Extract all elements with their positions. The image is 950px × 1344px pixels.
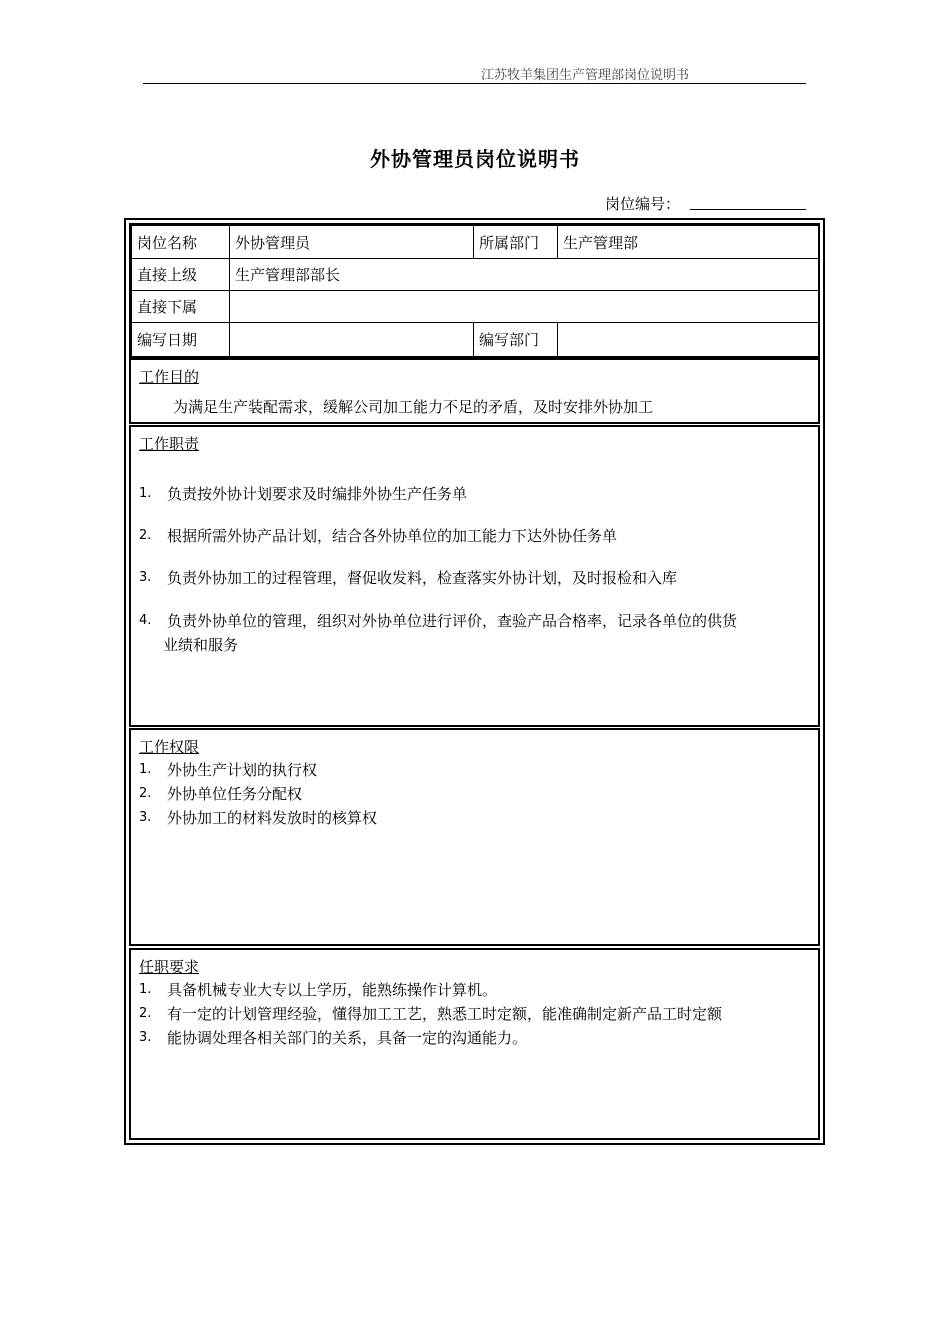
position-name-value: 外协管理员	[230, 226, 474, 259]
item-number: 3.	[139, 810, 152, 825]
running-header: 江苏牧羊集团生产管理部岗位说明书	[480, 68, 689, 83]
requirements-title: 任职要求	[139, 958, 200, 976]
item-number: 2.	[139, 786, 152, 801]
item-text: 外协生产计划的执行权	[167, 761, 318, 779]
item-number: 1.	[139, 982, 152, 997]
table-row	[132, 226, 819, 259]
item-text: 外协加工的材料发放时的核算权	[167, 809, 378, 827]
table-row	[132, 323, 819, 357]
item-number: 3.	[139, 570, 152, 585]
author-dept-label: 编写部门	[474, 323, 558, 357]
item-number: 2.	[139, 1006, 152, 1021]
item-text-continued: 业绩和服务	[163, 636, 239, 654]
department-label: 所属部门	[474, 226, 558, 259]
department-value: 生产管理部	[558, 226, 819, 259]
info-table	[131, 225, 819, 357]
position-name-label: 岗位名称	[132, 226, 230, 259]
item-text: 负责按外协计划要求及时编排外协生产任务单	[167, 485, 468, 503]
item-number: 1.	[139, 762, 152, 777]
item-number: 3.	[139, 1030, 152, 1045]
header-rule	[143, 83, 806, 84]
item-text: 能协调处理各相关部门的关系，具备一定的沟通能力。	[167, 1029, 528, 1047]
date-label: 编写日期	[132, 323, 230, 357]
item-text: 根据所需外协产品计划，结合各外协单位的加工能力下达外协任务单	[167, 527, 618, 545]
item-number: 2.	[139, 528, 152, 543]
subordinate-value	[230, 291, 819, 323]
item-text: 外协单位任务分配权	[167, 785, 303, 803]
item-text: 负责外协加工的过程管理，督促收发料，检查落实外协计划，及时报检和入库	[167, 569, 678, 587]
purpose-title: 工作目的	[139, 368, 200, 386]
author-dept-value	[558, 323, 819, 357]
job-description-form	[124, 218, 825, 1145]
superior-value: 生产管理部部长	[230, 259, 819, 291]
info-block	[129, 223, 820, 358]
table-row	[132, 259, 819, 291]
authority-section	[129, 728, 820, 946]
item-text: 具备机械专业大专以上学历，能熟练操作计算机。	[167, 981, 498, 999]
item-text: 有一定的计划管理经验，懂得加工工艺，熟悉工时定额，能准确制定新产品工时定额	[167, 1005, 723, 1023]
authority-title: 工作权限	[139, 738, 200, 756]
item-number: 1.	[139, 486, 152, 501]
subordinate-label: 直接下属	[132, 291, 230, 323]
duties-title: 工作职责	[139, 435, 200, 453]
purpose-section	[129, 358, 820, 424]
post-number-field[interactable]	[690, 209, 806, 210]
post-number-label: 岗位编号：	[605, 195, 681, 213]
date-value	[230, 323, 474, 357]
superior-label: 直接上级	[132, 259, 230, 291]
requirements-section	[129, 948, 820, 1140]
table-row	[132, 291, 819, 323]
item-text: 负责外协单位的管理，组织对外协单位进行评价，查验产品合格率，记录各单位的供货	[167, 612, 738, 630]
duties-section	[129, 425, 820, 727]
item-number: 4.	[139, 613, 152, 628]
purpose-text: 为满足生产装配需求，缓解公司加工能力不足的矛盾，及时安排外协加工	[173, 398, 654, 416]
page-title: 外协管理员岗位说明书	[370, 147, 580, 171]
